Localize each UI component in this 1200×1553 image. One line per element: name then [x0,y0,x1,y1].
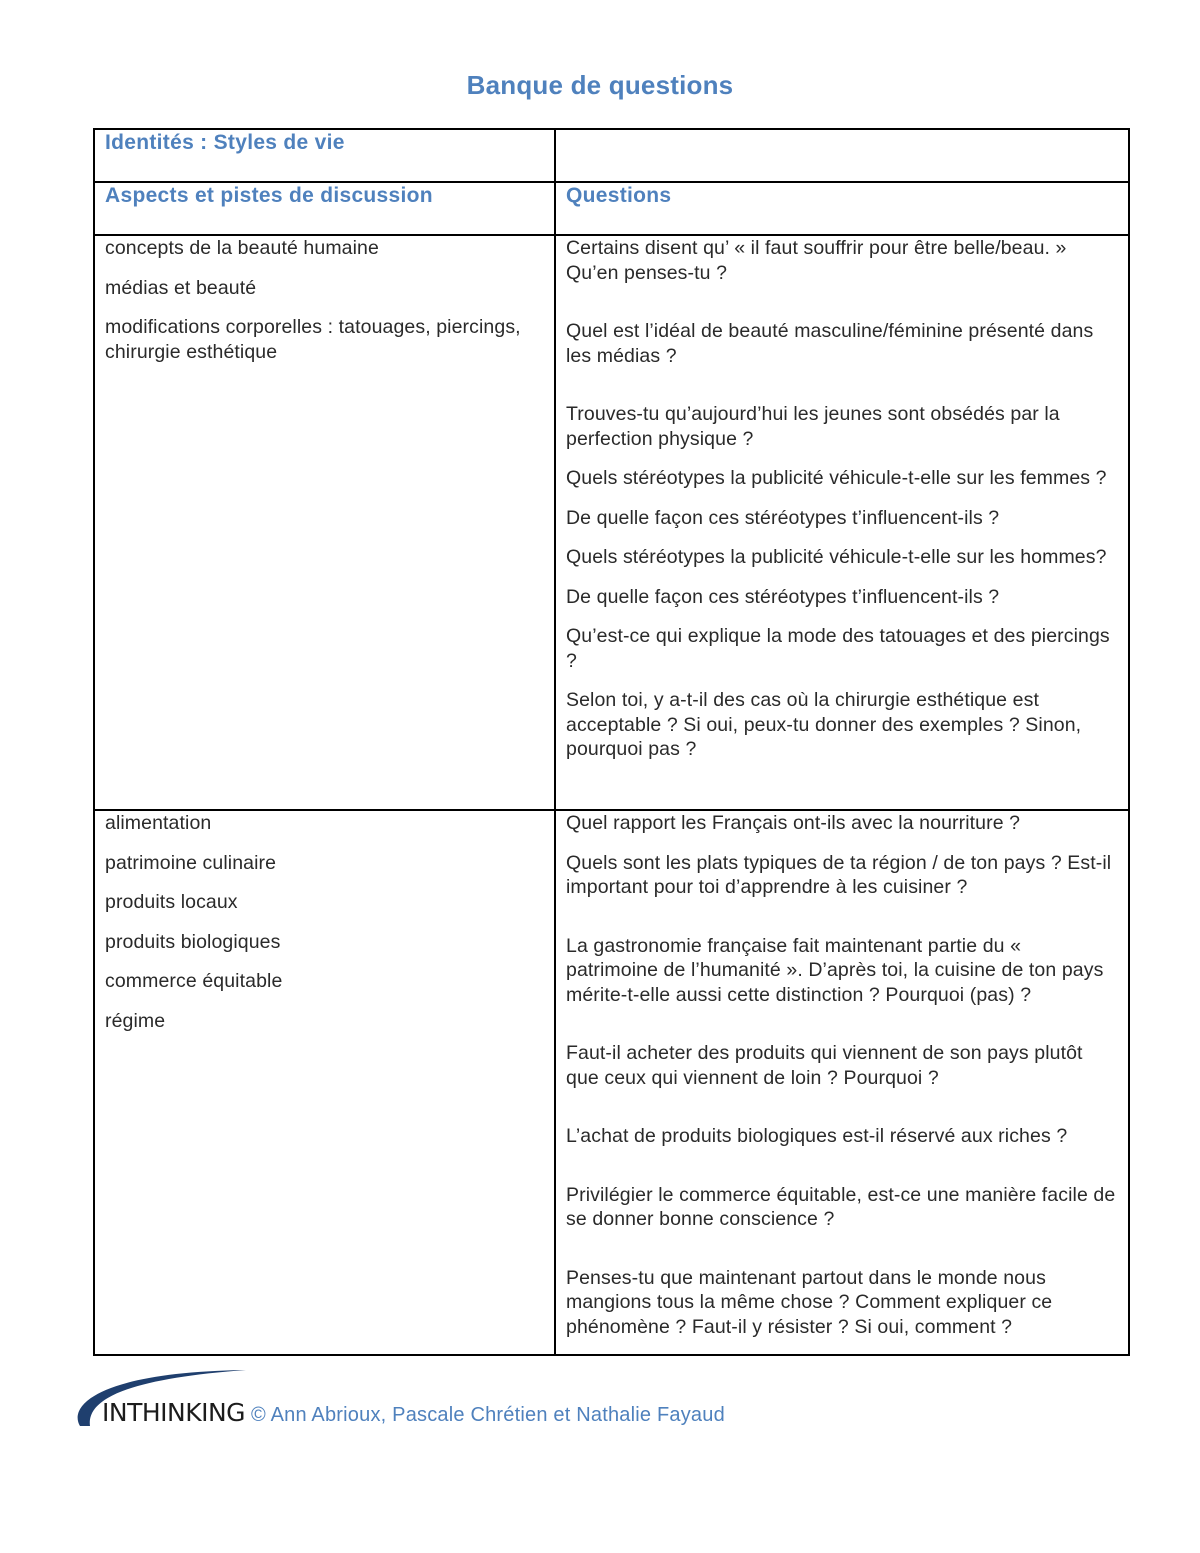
question-item: Quels stéréotypes la publicité véhicule-t-elle sur les hommes? [566,546,1107,568]
questions-header: Questions [566,184,672,207]
aspects-cell [94,810,555,1355]
column-header-row [94,182,1129,235]
question-item: Faut-il acheter des produits qui viennent de son pays plutôt que ceux qui viennent de loin ? Pourquoi ? [566,1042,1083,1089]
question-item: Quels stéréotypes la publicité véhicule-t-elle sur les femmes ? [566,467,1107,489]
footer [68,1366,968,1430]
question-item: Selon toi, y a-t-il des cas où la chirurgie esthétique est acceptable ? Si oui, peux-tu donner des exemples ? Sinon, pourquoi pas ? [566,689,1082,760]
question-item: Certains disent qu’ « il faut souffrir pour être belle/beau. » Qu’en penses-tu ? [566,237,1067,284]
questions-header-cell [555,182,1129,235]
questions-cell [555,810,1129,1355]
question-item: Qu’est-ce qui explique la mode des tatouages et des piercings ? [566,625,1110,672]
question-item: Quel rapport les Français ont-ils avec la nourriture ? [566,812,1021,834]
theme-title: Identités : Styles de vie [105,131,345,154]
table-row [94,810,1129,1355]
question-table [93,128,1130,1356]
question-item: L’achat de produits biologiques est-il réservé aux riches ? [566,1125,1068,1147]
aspect-item: médias et beauté [105,276,257,299]
table-row [94,235,1129,810]
question-item: Quel est l’idéal de beauté masculine/féminine présenté dans les médias ? [566,320,1094,367]
aspects-header-cell [94,182,555,235]
question-item: La gastronomie française fait maintenant partie du « patrimoine de l’humanité ». D’après toi, la cuisine de ton pays mérite-t-elle aussi cette distinction ? Pourquoi (pas) ? [566,934,1104,1006]
logo-text: INTHINKING [102,1398,246,1427]
aspect-item: alimentation [105,812,212,834]
aspects-cell [94,235,555,810]
inthinking-logo [68,1366,248,1430]
question-item: Trouves-tu qu’aujourd’hui les jeunes sont obsédés par la perfection physique ? [566,403,1060,450]
questions-cell [555,235,1129,810]
question-item: Quels sont les plats typiques de ta région / de ton pays ? Est-il important pour toi d’apprendre à les cuisiner ? [566,851,1112,898]
aspect-item: produits biologiques [105,930,281,953]
aspect-item: commerce équitable [105,970,283,992]
theme-cell-right [555,129,1129,182]
theme-cell [94,129,555,182]
question-item: De quelle façon ces stéréotypes t’influencent-ils ? [566,506,1000,529]
page-title: Banque de questions [466,70,734,100]
aspects-header: Aspects et pistes de discussion [105,184,433,207]
question-item: De quelle façon ces stéréotypes t’influencent-ils ? [566,585,1000,608]
question-item: Penses-tu que maintenant partout dans le monde nous mangions tous la même chose ? Comment expliquer ce phénomène ? Faut-il y résister ? Si oui, comment ? [566,1266,1053,1338]
aspect-item: patrimoine culinaire [105,851,277,874]
theme-row [94,129,1129,182]
aspect-item: régime [105,1009,166,1032]
aspect-item: modifications corporelles : tatouages, piercings, chirurgie esthétique [105,316,521,363]
aspect-item: produits locaux [105,891,238,913]
aspect-item: concepts de la beauté humaine [105,237,379,259]
question-item: Privilégier le commerce équitable, est-ce une manière facile de se donner bonne conscience ? [566,1183,1116,1230]
copyright-credit: © Ann Abrioux, Pascale Chrétien et Nathalie Fayaud [251,1404,725,1426]
